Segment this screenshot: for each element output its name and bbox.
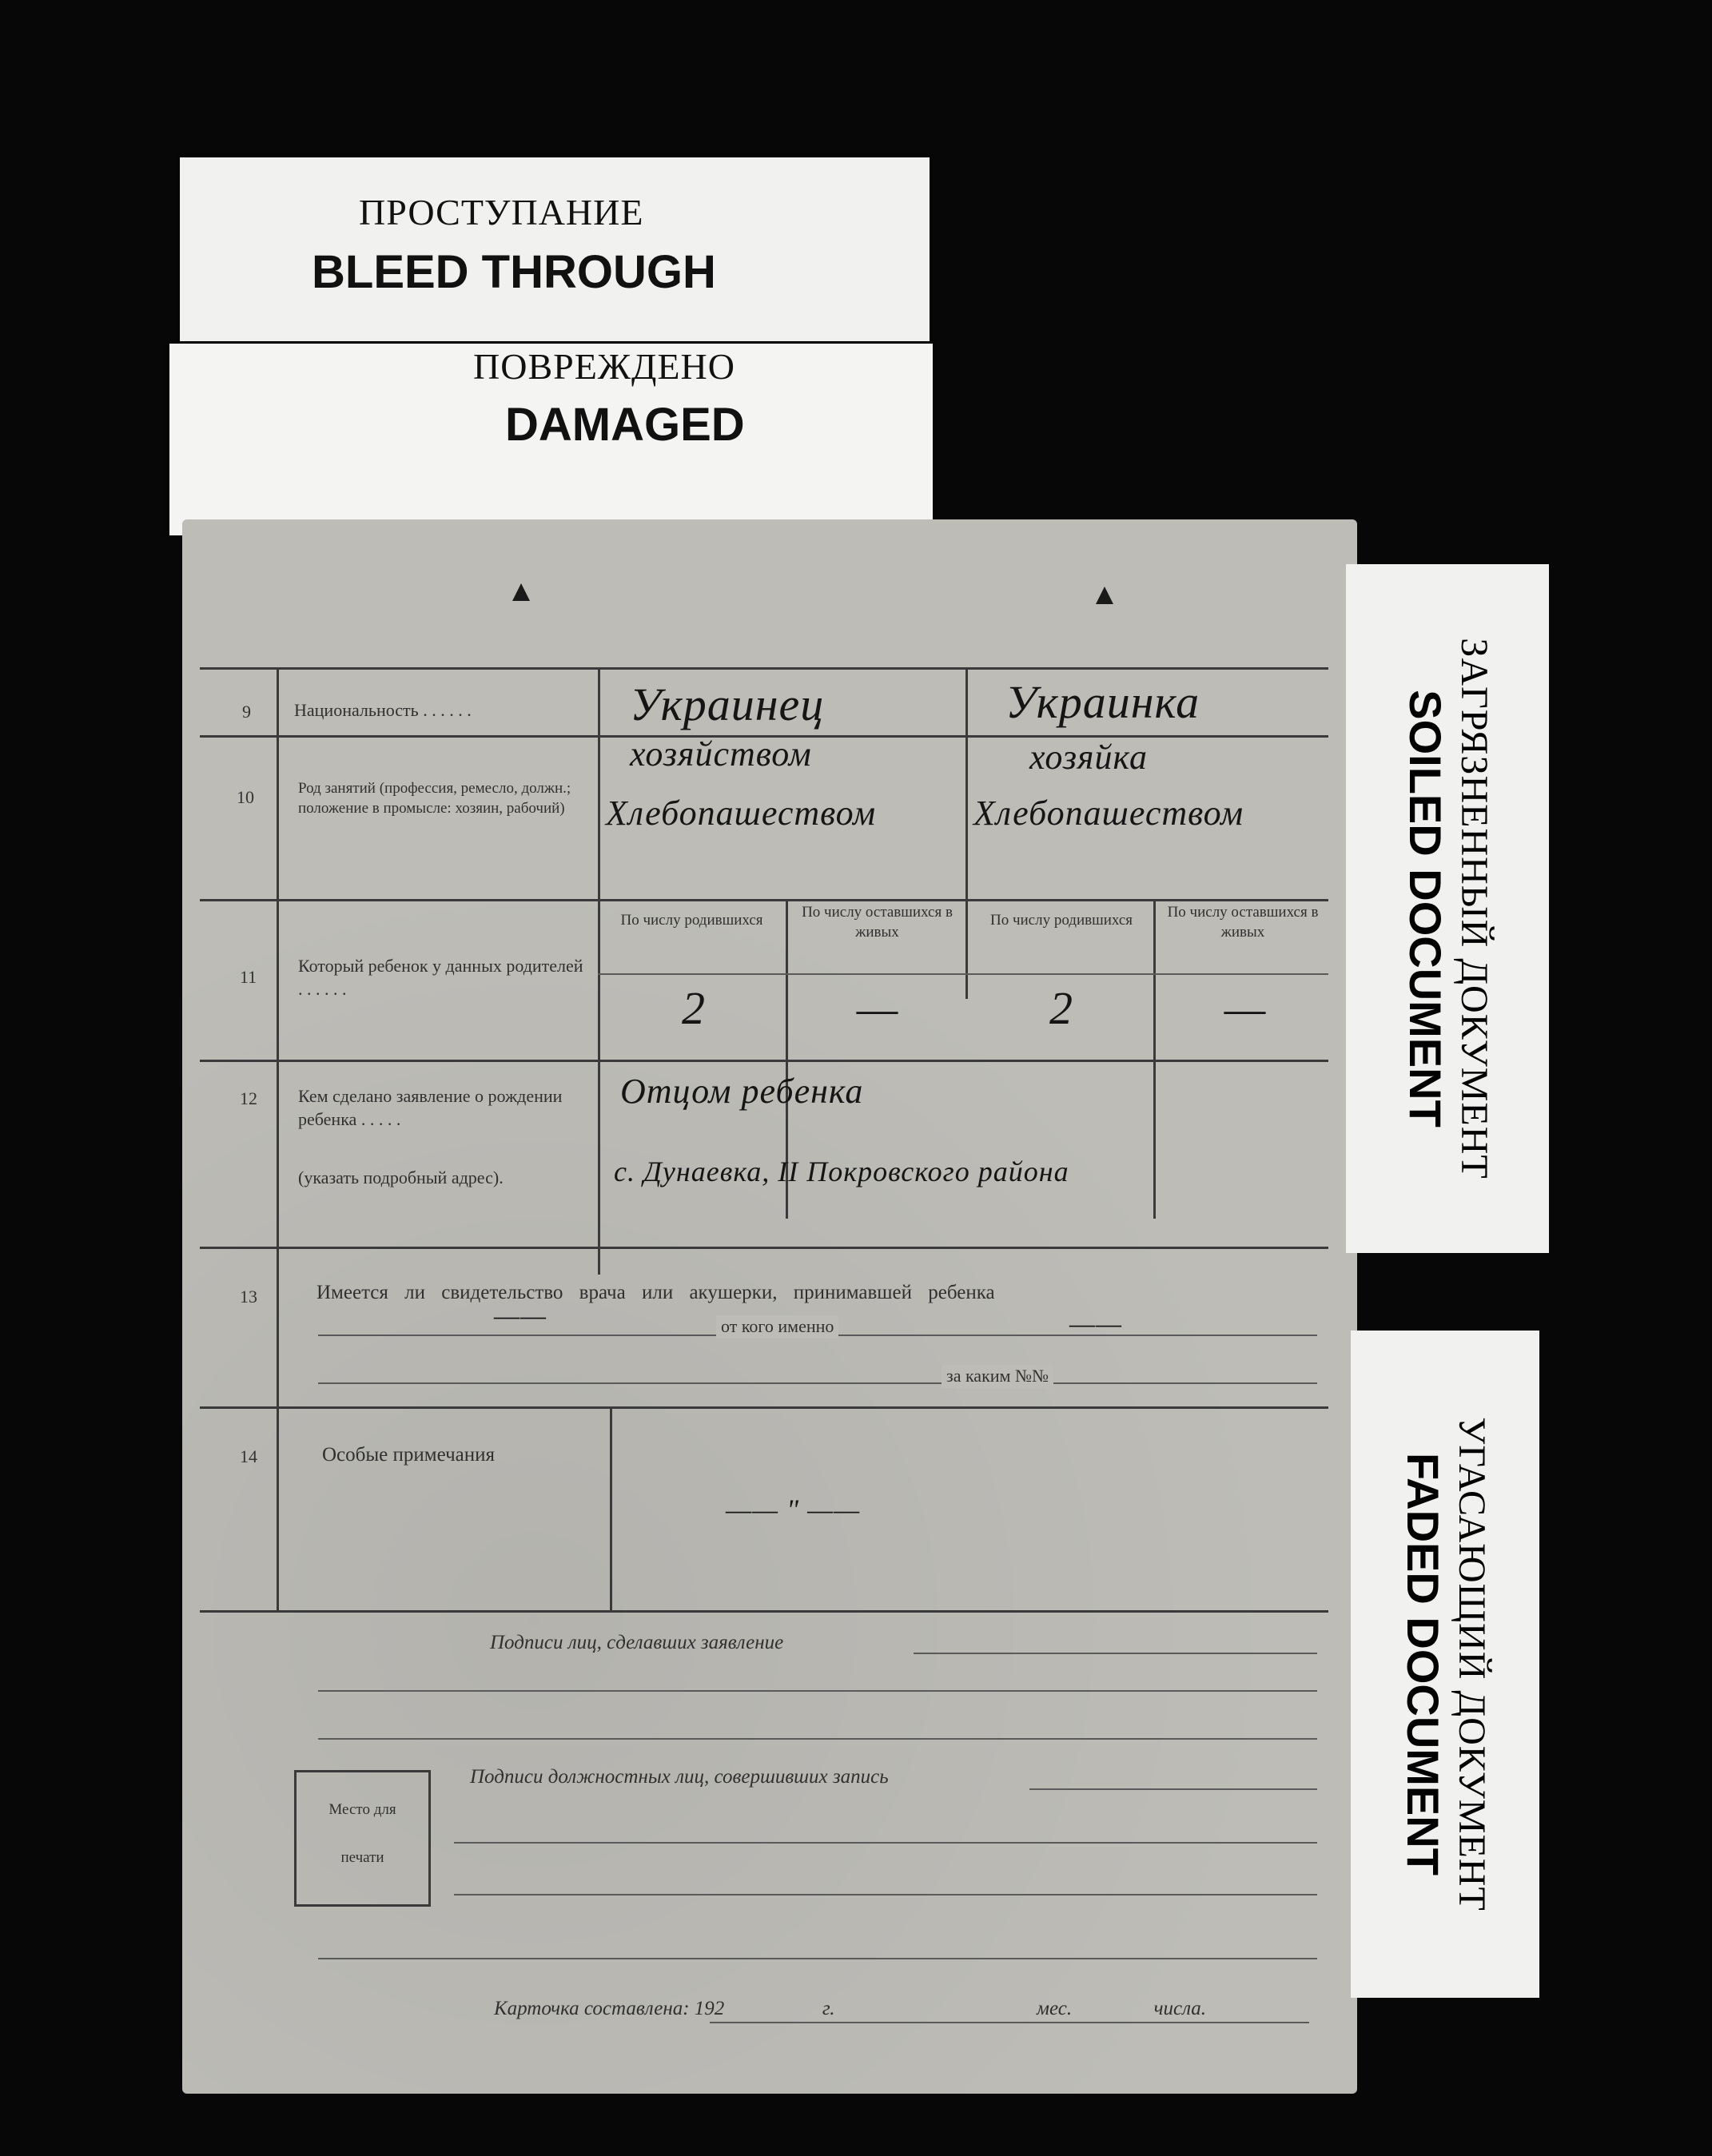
fill-line	[1029, 1788, 1317, 1790]
row-divider	[200, 1060, 1328, 1062]
applicant-value: Отцом ребенка	[620, 1072, 864, 1111]
row-number: 11	[240, 967, 257, 987]
father-occupation-2: Хлебопашеством	[606, 794, 877, 833]
table-border	[200, 667, 1328, 670]
from-whom-value: ——	[1069, 1307, 1123, 1339]
row-divider	[200, 1406, 1328, 1409]
row-divider	[200, 1610, 1328, 1613]
table-border	[610, 1406, 612, 1610]
bleed-through-ru: ПРОСТУПАНИЕ	[359, 192, 644, 233]
row-number: 12	[240, 1088, 257, 1108]
official-signatures-label: Подписи должностных лиц, совершивших запись	[470, 1766, 889, 1788]
applicant-address-label: (указать подробный адрес).	[298, 1168, 504, 1187]
nationality-dots: . . . . . .	[423, 700, 472, 720]
card-compiled-label	[494, 1996, 1206, 2023]
table-border	[598, 667, 600, 1275]
row-divider	[200, 899, 1328, 901]
mother-born-header: По числу родившихся	[989, 912, 1133, 929]
punch-hole	[1096, 587, 1113, 604]
row-number: 13	[240, 1287, 257, 1307]
fill-line	[318, 1382, 1317, 1384]
damaged-label	[169, 344, 933, 535]
certificate-label: Имеется ли свидетельство врача или акушерки, принимавшей ребенка	[317, 1282, 995, 1303]
fill-line	[914, 1653, 1317, 1654]
certificate-value: ——	[494, 1299, 547, 1331]
card-compiled-day: числа.	[1153, 1998, 1207, 2019]
row-number: 14	[240, 1446, 257, 1466]
row-number: 9	[242, 702, 251, 722]
card-compiled-prefix: Карточка составлена: 192	[494, 1998, 725, 2019]
bleed-through-label	[180, 157, 930, 341]
fill-line	[710, 2022, 1309, 2023]
fill-line	[318, 1738, 1317, 1740]
nationality-label-text: Национальность	[294, 700, 419, 720]
table-border	[1153, 899, 1156, 1219]
fill-line	[318, 1690, 1317, 1692]
father-alive-value: —	[856, 982, 899, 1034]
fill-line	[454, 1894, 1317, 1895]
father-born-value: 2	[682, 982, 706, 1034]
applicant-signatures-label: Подписи лиц, сделавших заявление	[490, 1632, 784, 1653]
seal-place-box	[294, 1770, 431, 1907]
mother-alive-value: —	[1224, 982, 1267, 1034]
child-order-label: Который ребенок у данных родителей . . . . . .	[298, 956, 583, 999]
soiled-document-label	[1346, 564, 1549, 1253]
notes-value: —— " ——	[726, 1494, 861, 1526]
number-label: за каким №№	[942, 1365, 1053, 1388]
table-border	[277, 667, 279, 1610]
row-number: 10	[237, 787, 254, 807]
father-born-header: По числу родившихся	[620, 912, 763, 929]
damaged-en: DAMAGED	[505, 399, 745, 451]
bleed-through-en: BLEED THROUGH	[312, 246, 716, 298]
card-compiled-year-suffix: г.	[822, 1998, 835, 2019]
father-occupation-1: хозяйством	[630, 734, 812, 774]
soiled-en: SOILED DOCUMENT	[1400, 690, 1451, 1128]
row-divider	[200, 1247, 1328, 1249]
mother-occupation-1: хозяйка	[1029, 738, 1148, 777]
header-divider	[598, 973, 1328, 975]
faded-en: FADED DOCUMENT	[1398, 1453, 1448, 1876]
occupation-label: Род занятий (профессия, ремесло, должн.; положение в промысле: хозяин, рабочий)	[298, 780, 571, 817]
nationality-label	[294, 699, 472, 722]
seal-place-line2: печати	[340, 1849, 384, 1866]
table-border	[965, 667, 968, 999]
seal-place-line1: Место для	[328, 1801, 396, 1818]
faded-ru: УГАСАЮЩИЙ ДОКУМЕНТ	[1451, 1417, 1494, 1911]
father-nationality: Украинец	[630, 678, 825, 730]
fill-line	[318, 1958, 1317, 1959]
fill-line	[454, 1842, 1317, 1844]
mother-nationality: Украинка	[1005, 676, 1200, 728]
father-alive-header: По числу оставшихся в живых	[802, 904, 953, 941]
birth-record-form	[182, 519, 1357, 2094]
mother-alive-header: По числу оставшихся в живых	[1167, 904, 1319, 941]
from-whom-label: от кого именно	[716, 1315, 838, 1339]
mother-occupation-2: Хлебопашеством	[973, 794, 1244, 833]
card-compiled-month: мес.	[1037, 1998, 1073, 2019]
applicant-address-value: с. Дунаевка, II Покровского района	[614, 1156, 1069, 1187]
punch-hole	[512, 583, 530, 601]
soiled-ru: ЗАГРЯЗНЕННЫЙ ДОКУМЕНТ	[1453, 638, 1496, 1179]
damaged-ru: ПОВРЕЖДЕНО	[473, 346, 735, 387]
mother-born-value: 2	[1049, 982, 1073, 1034]
applicant-label: Кем сделано заявление о рождении ребенка . . . . .	[298, 1086, 563, 1129]
notes-label: Особые примечания	[322, 1444, 495, 1466]
faded-document-label	[1351, 1331, 1539, 1998]
